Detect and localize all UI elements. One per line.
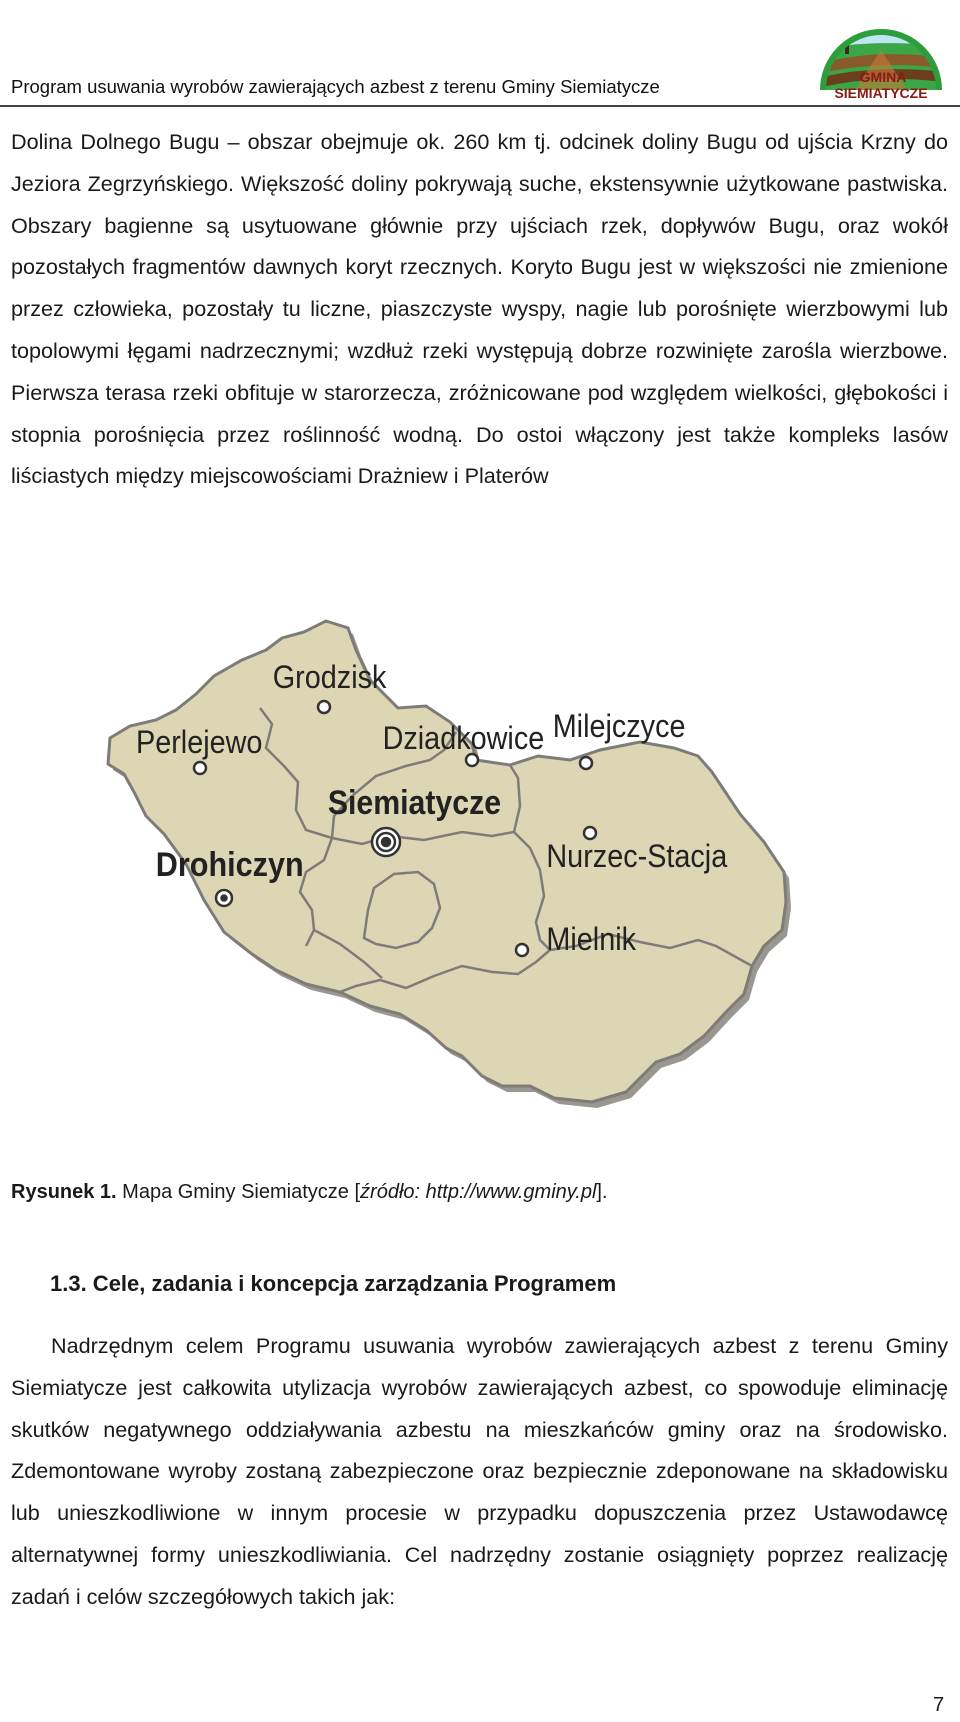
logo-text-gmina: GMINA xyxy=(859,69,907,85)
map-label-nurzec: Nurzec-Stacja xyxy=(546,838,728,875)
marker-grodzisk xyxy=(318,701,330,713)
caption-source: źródło: http://www.gminy.pl xyxy=(360,1181,597,1203)
header-rule xyxy=(0,105,960,107)
map-label-drohiczyn: Drohiczyn xyxy=(155,845,304,884)
marker-milejczyce xyxy=(580,757,592,769)
map-label-perlejewo: Perlejewo xyxy=(136,724,263,761)
map-label-milejczyce: Milejczyce xyxy=(552,708,686,745)
caption-end: ]. xyxy=(596,1181,608,1203)
marker-siemiatycze-inner xyxy=(382,838,390,846)
gmina-map xyxy=(100,610,860,1150)
caption-label: Rysunek 1. xyxy=(11,1181,117,1203)
page-number: 7 xyxy=(933,1694,945,1716)
section-heading: 1.3. Cele, zadania i koncepcja zarządzania Programem xyxy=(50,1271,617,1296)
marker-perlejewo xyxy=(194,762,206,774)
paragraph-nadrzedny-cel xyxy=(11,1325,948,1618)
figure-caption xyxy=(11,1181,608,1204)
logo-text-siemiatycze: SIEMIATYCZE xyxy=(834,85,928,101)
map-label-siemiatycze: Siemiatycze xyxy=(327,783,502,822)
marker-drohiczyn-dot xyxy=(222,896,227,901)
gmina-logo xyxy=(817,2,945,102)
marker-nurzec xyxy=(584,827,596,839)
map-label-grodzisk: Grodzisk xyxy=(272,659,387,696)
header-title: Program usuwania wyrobów zawierających azbest z terenu Gminy Siemiatycze xyxy=(11,76,660,97)
paragraph-dolina-bugu: Dolina Dolnego Bugu – obszar obejmuje ok. 260 km tj. odcinek doliny Bugu od ujścia Krzny do Jeziora Zegrzyńskiego. Większość doliny pokrywają suche, ekstensywnie użytkowane pastwiska. Obszary bagienne są usytuowane głównie przy ujściach rzek, dopływów Bugu, oraz wokół pozostałych fragmentów dawnych koryt rzecznych. Koryto Bugu jest w większości nie zmienione przez człowieka, pozostały tu liczne, piaszczyste wyspy, nagie lub porośnięte wierzbowymi lub topolowymi łęgami nadrzecznymi; wzdłuż rzeki występują dobrze rozwinięte zarośla wierzbowe. Pierwsza terasa rzeki obfituje w starorzecza, zróżnicowane pod względem wielkości, głębokości i stopnia porośnięcia przez roślinność wodną. Do ostoi włączony jest także kompleks lasów liściastych między miejscowościami Drażniew i Platerów xyxy=(11,129,948,489)
map-label-dziadkowice: Dziadkowice xyxy=(382,720,545,757)
marker-mielnik xyxy=(516,944,528,956)
caption-text: Mapa Gminy Siemiatycze [ xyxy=(116,1181,361,1203)
map-label-mielnik: Mielnik xyxy=(546,921,637,958)
paragraph-2-text: Nadrzędnym celem Programu usuwania wyrobów zawierających azbest z terenu Gminy Siemiatycze jest całkowita utylizacja wyrobów zawierających azbest, co spowoduje eliminację skutków negatywnego oddziaływania azbestu na mieszkańców gminy oraz na środowisko. Zdemontowane wyroby zostaną zabezpieczone oraz bezpiecznie zdeponowane na składowisku lub unieszkodliwione w innym procesie w przypadku dopuszczenia przez Ustawodawcę alternatywnej formy unieszkodliwiania. Cel nadrzędny zostanie osiągnięty poprzez realizację zadań i celów szczegółowych takich jak: xyxy=(11,1333,948,1609)
